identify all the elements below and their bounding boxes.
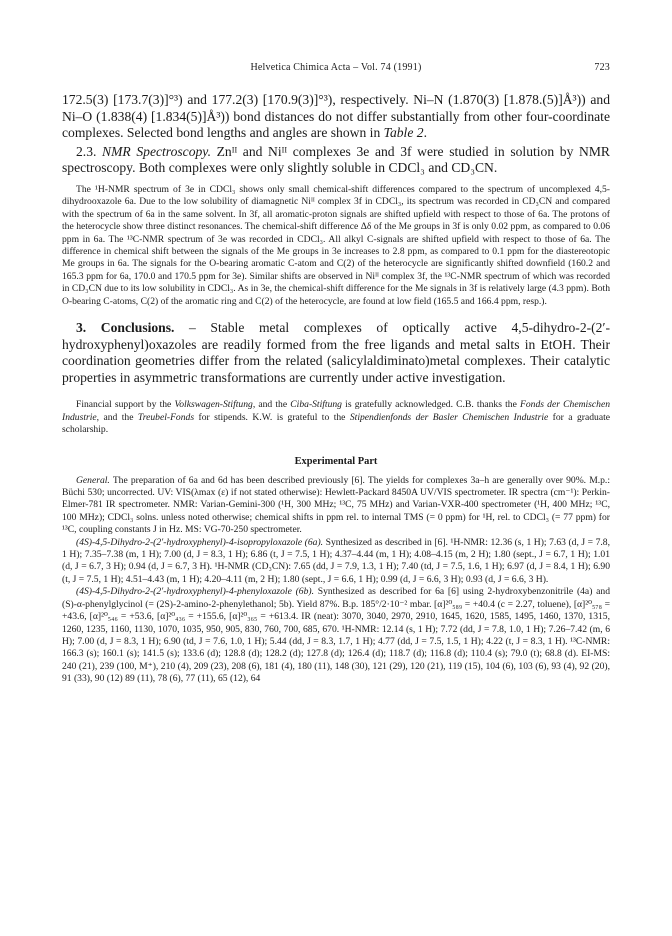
conclusions-heading: 3. Conclusions. <box>76 320 175 336</box>
intro-end: . <box>423 125 427 141</box>
ack-funder-5: Stipendienfonds der Basler Chemischen Industrie <box>349 411 549 423</box>
general-text: The preparation of 6a and 6d has been described previously [6]. The yields for complexes 3a–h are generally over 90%. M.p.: Büchi 530; uncorrected. UV: VIS(λmax (ε) if not stated otherwise): Hewlett-Packard 8450A UV/VIS spectrometer. IR spectra (cm⁻¹): Perkin-Elmer-781 IR spectrometer. NMR: Varian-Gemini-300 (¹H, 300 MHz; ¹³C, 75 MHz) and Varian-VXR-400 spectrometer (¹H, 400 MHz; ¹³C, 100 MHz); CDCl₃ solns. unless noted otherwise; chemical shifts in ppm rel. to internal TMS (= 0 ppm) for ¹H, rel. to CDCl₃ (= 77 ppm) for ¹³C, coupling constants J in Hz. MS: VG-70-250 spectrometer. <box>62 474 611 536</box>
page-number: 723 <box>594 62 610 73</box>
ack-funder-2: Ciba-Stiftung <box>290 399 342 411</box>
general-label: General. <box>76 474 110 486</box>
acknowledgement-paragraph <box>62 399 610 436</box>
journal-title: Helvetica Chimica Acta – Vol. 74 (1991) <box>250 62 422 73</box>
table-reference: Table 2 <box>383 125 424 141</box>
ack-text-4: , and the <box>96 411 138 423</box>
ack-text-5: for stipends. K.W. is grateful to the <box>194 411 350 423</box>
ack-text-1: Financial support by the <box>76 399 175 411</box>
ack-text-2: , and the <box>252 399 291 411</box>
main-text-column <box>62 92 610 686</box>
compound-6b-text: Synthesized as described for 6a [6] using 2-hydroxybenzonitrile (4a) and (S)-α-phenylglycinol (= (2S)-2-amino-2-phenylethanol; 5b). Yield 87%. B.p. 185°/2·10⁻² mbar. [α]²⁰₅₈₉ = +40.4 (c = 2.27, toluene), [α]²⁰₅₇₈ = +43.6, [α]²⁰₅₄₆ = +53.6, [α]²⁰₄₃₆ = +155.6, [α]²⁰₃₆₅ = +613.4. IR (neat): 3070, 3040, 2970, 2910, 1645, 1620, 1585, 1495, 1460, 1370, 1315, 1260, 1235, 1160, 1130, 1070, 1035, 950, 905, 830, 760, 700, 685, 670. ¹H-NMR: 12.14 (s, 1 H); 7.72 (dd, J = 7.8, 1.0, 1 H); 7.26–7.42 (m, 6 H); 7.00 (d, J = 8.3, 1 H); 6.90 (td, J = 7.6, 1.0, 1 H); 5.44 (dd, J = 8.3, 1.7, 1 H); 4.77 (dd, J = 7.5, 1.5, 1 H); 4.22 (t, J = 8.3, 1 H). ¹³C-NMR: 166.3 (s); 160.1 (s); 141.5 (s); 133.6 (d); 128.8 (d); 128.2 (d); 127.8 (d); 126.4 (d); 118.7 (d); 116.8 (d); 110.4 (s); 79.0 (t); 68.8 (d). EI-MS: 240 (21), 239 (100, M⁺), 210 (4), 209 (23), 208 (6), 181 (4), 180 (11), 148 (30), 121 (29), 120 (21), 119 (15), 104 (6), 103 (6), 93 (4), 92 (20), 91 (33), 90 (12) 89 (11), 78 (6), 77 (11), 65 (12), 64 <box>62 586 610 685</box>
running-header <box>62 62 610 76</box>
nmr-details-paragraph: The ¹H-NMR spectrum of 3e in CDCl₃ shows only small chemical-shift differences compared to the spectrum of uncomplexed 4,5-dihydrooxazole 6a. Due to the low solubility of diamagnetic Niᴵᴵ complex 3f in CDCl₃, its spectrum was recorded in CD₃CN and compared with the spectrum of 6a in the same solvent. In 3f, all aromatic-proton signals are shifted upfield with respect to those of 6a. The protons of the heterocycle show three distinct resonances. The chemical-shift difference Δδ of the Me groups in 3f is only 0.02 ppm, as compared to 0.06 ppm in 6a. The ¹³C-NMR spectrum of 3e was recorded in CDCl₃. All alkyl C-signals are shifted upfield with respect to those of 6a. The difference in chemical shift between the signals of the Me groups in 3e increases to 2.8 ppm, as compared to 0.1 ppm for the diastereotopic Me groups in 6a. The signals for the O-bearing aromatic C-atom and C(2) of the heterocycle are significantly shifted downfield (160.2 and 165.3 ppm for 6a, 170.0 and 170.5 ppm for 3e). Similar shifts are observed in Niᴵᴵ complex 3f, the ¹³C-NMR spectrum of which was recorded in CD₃CN due to its low solubility in CDCl₃. As in 3e, the chemical-shift difference for the Me signals in 3f is relatively large (4.3 ppm). Both O-bearing C-atoms, C(2) of the aromatic ring and C(2) of the heterocycle, are found at low field (165.5 and 166.4 ppm, resp.). <box>62 183 610 307</box>
compound-6a-name: (4S)-4,5-Dihydro-2-(2′-hydroxyphenyl)-4-isopropyloxazole (6a). <box>76 536 324 548</box>
nmr-section-intro <box>62 144 610 177</box>
compound-6a-text: Synthesized as described in [6]. ¹H-NMR: 12.36 (s, 1 H); 7.63 (d, J = 7.8, 1 H); 7.35–7.38 (m, 1 H); 7.00 (d, J = 8.3, 1 H); 6.86 (t, J = 7.5, 1 H); 4.37–4.44 (m, 1 H); 4.08–4.15 (m, 2 H); 1.80 (sept., J = 6.7, 1 H); 1.01 (d, J = 6.7, 3 H); 0.94 (d, J = 6.7, 3 H). ¹H-NMR (CD₃CN): 7.65 (dd, J = 7.9, 1.3, 1 H); 7.40 (td, J = 7.5, 1.6, 1 H); 6.97 (d, J = 8.4, 1 H); 6.90 (t, J = 7.5, 1 H); 4.51–4.43 (m, 1 H); 4.20–4.11 (m, 2 H); 1.80 (sept., J = 6.6, 1 H); 0.99 (d, J = 6.6, 3 H); 0.93 (d, J = 6.6, 3 H). <box>62 536 610 585</box>
nmr-section-lead: Znᴵᴵ and Niᴵᴵ complexes 3e and 3f were studied in solution by NMR spectroscopy. Both complexes were only slightly soluble in CDCl₃ and CD₃CN. <box>62 143 610 176</box>
nmr-section-number: 2.3. <box>76 143 97 159</box>
compound-6a-paragraph <box>62 537 610 587</box>
ack-funder-1: Volkswagen-Stiftung <box>174 399 253 411</box>
intro-text: 172.5(3) [173.7(3)]°³) and 177.2(3) [170.9(3)]°³), respectively. Ni–N (1.870(3) [1.878.(5)]Å³)) and Ni–O (1.838(4) [1.834(5)]Å³)) bond distances do not differ substantially from other four-coordinate complexes. Selected bond lengths and angles are shown in <box>62 92 610 141</box>
ack-text-6: for a graduate scholarship. <box>62 411 611 436</box>
compound-6b-name: (4S)-4,5-Dihydro-2-(2′-hydroxyphenyl)-4-phenyloxazole (6b). <box>76 586 314 598</box>
ack-funder-4: Treubel-Fonds <box>137 411 195 423</box>
general-paragraph <box>62 475 610 537</box>
intro-paragraph <box>62 92 610 142</box>
ack-funder-3: Fonds der Chemischen Industrie <box>62 399 611 423</box>
compound-6b-paragraph <box>62 586 610 685</box>
conclusions-paragraph <box>62 320 610 386</box>
ack-text-3: is gratefully acknowledged. C.B. thanks the <box>341 399 521 411</box>
experimental-heading: Experimental Part <box>294 455 378 467</box>
nmr-section-heading: NMR Spectroscopy. <box>102 143 211 159</box>
conclusions-text: – Stable metal complexes of optically active 4,5-dihydro-2-(2′-hydroxyphenyl)oxazoles are readily formed from the free ligands and metal salts in EtOH. Their coordination geometries differ from the related (salicylaldiminato)metal complexes. Their catalytic properties in asymmetric transformations are currently under active investigation. <box>62 320 610 385</box>
